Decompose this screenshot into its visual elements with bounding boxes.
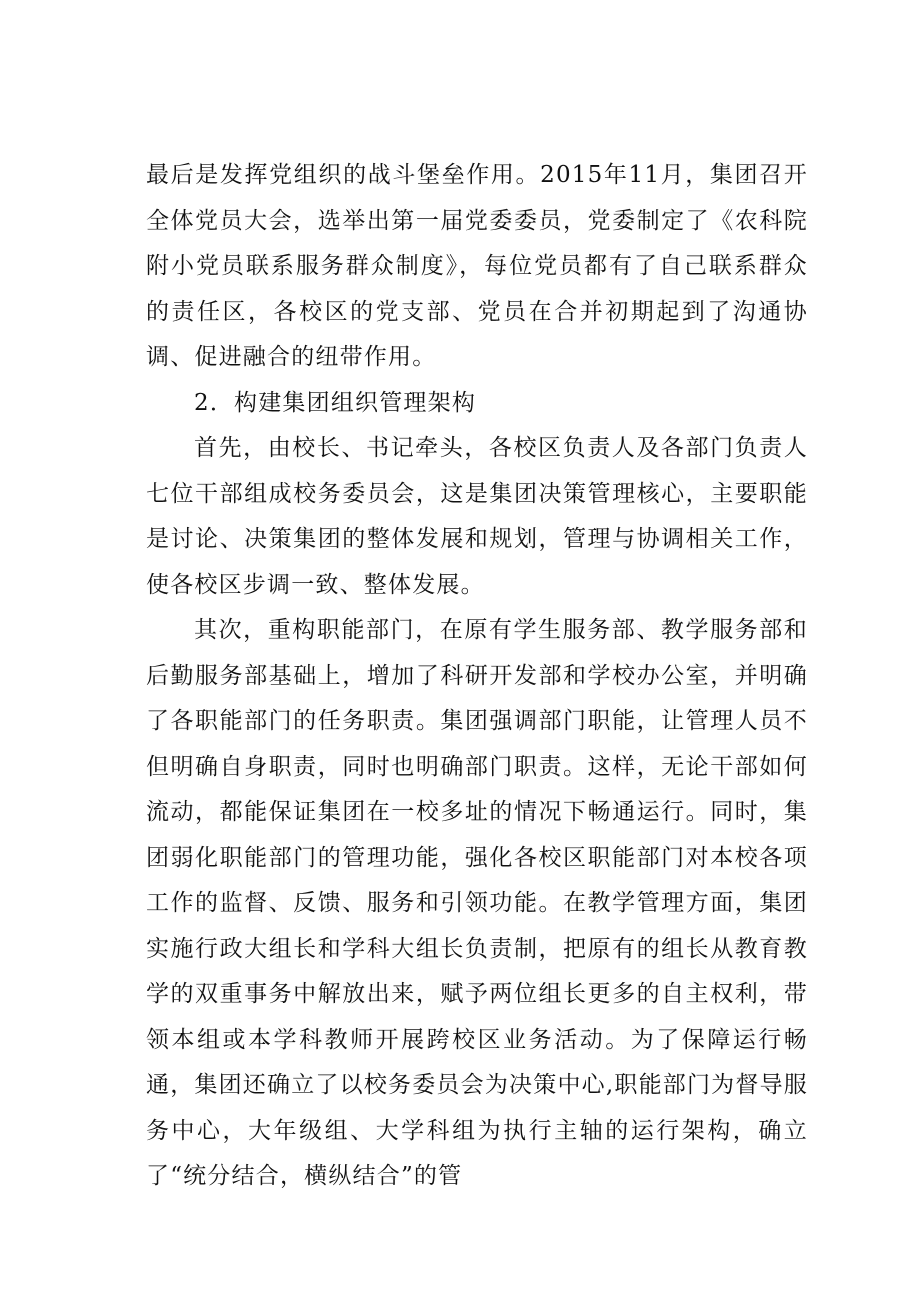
section-heading: 2．构建集团组织管理架构 [194, 389, 477, 416]
paragraph-committee: 首先，由校长、书记牵头，各校区负责人及各部门负责人七位干部组成校务委员会，这是集团决策管理核心，主要职能是讨论、决策集团的整体发展和规划，管理与协调相关工作，使各校区步调一致、整体发展。 [146, 435, 808, 598]
paragraph-departments: 其次，重构职能部门，在原有学生服务部、教学服务部和后勤服务部基础上，增加了科研开发部和学校办公室，并明确了各职能部门的任务职责。集团强调部门职能，让管理人员不但明确自身职责，同时也明确部门职责。这样，无论干部如何流动，都能保证集团在一校多址的情况下畅通运行。同时，集团弱化职能部门的管理功能，强化各校区职能部门对本校各项工作的监督、反馈、服务和引领功能。在教学管理方面，集团实施行政大组长和学科大组长负责制，把原有的组长从教育教学的双重事务中解放出来，赋予两位组长更多的自主权利，带领本组或本学科教师开展跨校区业务活动。为了保障运行畅通，集团还确立了以校务委员会为决策中心,职能部门为督导服务中心，大年级组、大学科组为执行主轴的运行架构，确立了“统分结合，横纵结合”的管 [146, 617, 808, 1189]
paragraph-party-role: 最后是发挥党组织的战斗堡垒作用。2015年11月，集团召开全体党员大会，选举出第一届党委委员，党委制定了《农科院附小党员联系服务群众制度》，每位党员都有了自己联系群众的责任区，各校区的党支部、党员在合并初期起到了沟通协调、促进融合的纽带作用。 [146, 162, 808, 370]
body-text [146, 153, 808, 1200]
